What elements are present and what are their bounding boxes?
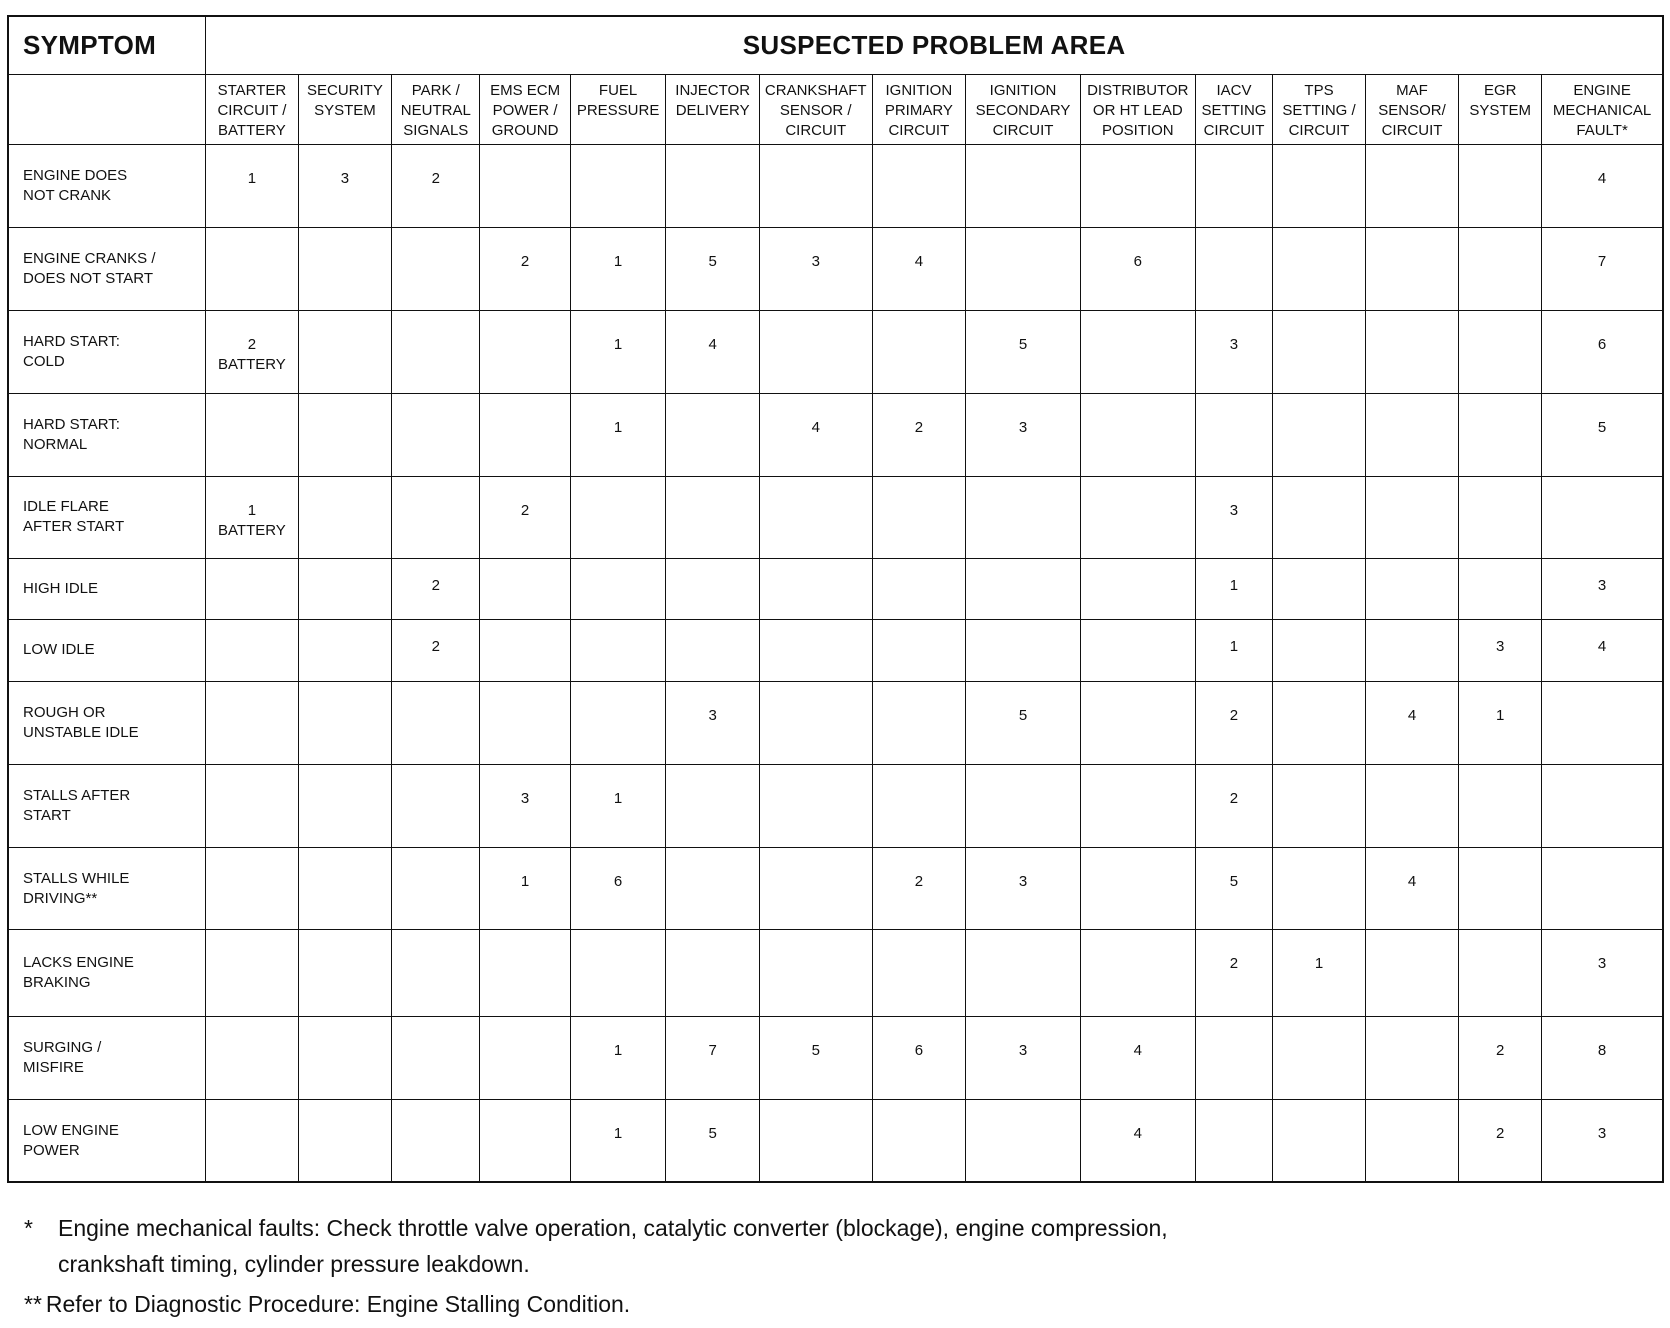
priority-cell: 1 xyxy=(570,394,666,476)
column-header: CRANKSHAFT SENSOR / CIRCUIT xyxy=(759,74,872,144)
priority-cell xyxy=(206,619,298,681)
priority-cell xyxy=(1273,227,1365,310)
priority-cell: 8 xyxy=(1542,1016,1663,1099)
priority-cell xyxy=(1273,848,1365,930)
priority-cell xyxy=(1365,1100,1459,1182)
symptom-cell: HARD START: NORMAL xyxy=(8,394,206,476)
priority-cell xyxy=(392,476,480,558)
priority-cell xyxy=(966,476,1081,558)
priority-cell xyxy=(570,619,666,681)
priority-cell xyxy=(1195,144,1273,227)
priority-cell xyxy=(1459,764,1542,847)
priority-cell: 5 xyxy=(966,681,1081,764)
priority-cell xyxy=(206,1016,298,1099)
footnotes xyxy=(24,1210,1624,1326)
column-header: INJECTOR DELIVERY xyxy=(666,74,760,144)
priority-cell: 5 xyxy=(666,1100,760,1182)
priority-cell xyxy=(206,764,298,847)
priority-cell: 6 xyxy=(570,848,666,930)
priority-cell: 4 xyxy=(759,394,872,476)
column-header: PARK / NEUTRAL SIGNALS xyxy=(392,74,480,144)
priority-cell xyxy=(759,930,872,1017)
priority-cell xyxy=(666,930,760,1017)
priority-cell xyxy=(1080,619,1195,681)
priority-cell xyxy=(1365,764,1459,847)
table-row xyxy=(8,930,1663,1017)
symptom-cell: LOW ENGINE POWER xyxy=(8,1100,206,1182)
symptom-cell: HARD START: COLD xyxy=(8,311,206,394)
table-row xyxy=(8,1016,1663,1099)
priority-cell: 7 xyxy=(1542,227,1663,310)
priority-cell xyxy=(872,930,966,1017)
priority-cell: 6 xyxy=(1080,227,1195,310)
priority-cell xyxy=(666,476,760,558)
priority-cell: 1 xyxy=(570,227,666,310)
priority-cell xyxy=(966,1100,1081,1182)
priority-cell xyxy=(298,930,392,1017)
priority-cell xyxy=(480,144,570,227)
priority-cell: 1 xyxy=(1195,619,1273,681)
table-row xyxy=(8,144,1663,227)
footnote-mechanical xyxy=(24,1210,1624,1282)
priority-cell: 3 xyxy=(1195,311,1273,394)
priority-cell xyxy=(872,144,966,227)
footnote-stalling xyxy=(24,1286,1624,1322)
priority-cell xyxy=(966,227,1081,310)
priority-cell xyxy=(392,1100,480,1182)
priority-cell xyxy=(1080,930,1195,1017)
priority-cell xyxy=(1273,764,1365,847)
priority-cell xyxy=(1459,558,1542,619)
priority-cell: 7 xyxy=(666,1016,760,1099)
priority-cell xyxy=(666,144,760,227)
priority-cell xyxy=(1459,144,1542,227)
priority-cell xyxy=(1542,764,1663,847)
priority-cell xyxy=(298,558,392,619)
priority-cell: 1 xyxy=(570,764,666,847)
table-row xyxy=(8,848,1663,930)
priority-cell xyxy=(759,311,872,394)
priority-cell: 1 xyxy=(480,848,570,930)
priority-cell xyxy=(872,1100,966,1182)
priority-cell: 5 xyxy=(1542,394,1663,476)
priority-cell xyxy=(666,764,760,847)
table-row xyxy=(8,764,1663,847)
column-header: IGNITION PRIMARY CIRCUIT xyxy=(872,74,966,144)
priority-cell xyxy=(392,227,480,310)
priority-cell xyxy=(1273,476,1365,558)
priority-cell xyxy=(759,619,872,681)
priority-cell xyxy=(1195,227,1273,310)
priority-cell xyxy=(1273,311,1365,394)
priority-cell xyxy=(480,311,570,394)
priority-cell xyxy=(480,1100,570,1182)
problem-area-header: SUSPECTED PROBLEM AREA xyxy=(206,16,1663,74)
priority-cell xyxy=(1459,476,1542,558)
table-row xyxy=(8,311,1663,394)
priority-cell xyxy=(1080,476,1195,558)
priority-cell xyxy=(206,558,298,619)
priority-cell xyxy=(1273,1100,1365,1182)
priority-cell xyxy=(872,619,966,681)
column-header: EMS ECM POWER / GROUND xyxy=(480,74,570,144)
priority-cell: 1 xyxy=(570,1100,666,1182)
priority-cell xyxy=(570,681,666,764)
priority-cell: 3 xyxy=(966,394,1081,476)
column-header: STARTER CIRCUIT / BATTERY xyxy=(206,74,298,144)
column-header: EGR SYSTEM xyxy=(1459,74,1542,144)
priority-cell: 3 xyxy=(1459,619,1542,681)
priority-cell xyxy=(480,1016,570,1099)
priority-cell: 4 xyxy=(872,227,966,310)
priority-cell xyxy=(392,930,480,1017)
diagnostic-table xyxy=(7,15,1664,1183)
priority-cell xyxy=(966,558,1081,619)
priority-cell xyxy=(1273,681,1365,764)
column-header: ENGINE MECHANICAL FAULT* xyxy=(1542,74,1663,144)
priority-cell xyxy=(759,476,872,558)
priority-cell: 2 xyxy=(1459,1100,1542,1182)
priority-cell xyxy=(1542,476,1663,558)
priority-cell xyxy=(1365,619,1459,681)
priority-cell xyxy=(206,227,298,310)
priority-cell xyxy=(392,311,480,394)
priority-cell: 4 xyxy=(1542,144,1663,227)
priority-cell xyxy=(392,764,480,847)
priority-cell xyxy=(1459,227,1542,310)
priority-cell xyxy=(298,1016,392,1099)
priority-cell xyxy=(872,476,966,558)
priority-cell: 3 xyxy=(1542,558,1663,619)
priority-cell: 3 xyxy=(966,848,1081,930)
priority-cell xyxy=(1542,848,1663,930)
priority-cell xyxy=(966,619,1081,681)
priority-cell xyxy=(206,848,298,930)
blank-header-cell xyxy=(8,74,206,144)
column-header: DISTRIBUTOR OR HT LEAD POSITION xyxy=(1080,74,1195,144)
table-row xyxy=(8,681,1663,764)
priority-cell xyxy=(1273,394,1365,476)
priority-cell: 6 xyxy=(872,1016,966,1099)
priority-cell xyxy=(1365,558,1459,619)
table-row xyxy=(8,476,1663,558)
symptom-cell: ENGINE CRANKS / DOES NOT START xyxy=(8,227,206,310)
priority-cell xyxy=(1459,394,1542,476)
priority-cell: 2 xyxy=(392,144,480,227)
priority-cell xyxy=(872,764,966,847)
priority-cell xyxy=(1542,681,1663,764)
priority-cell: 2 xyxy=(1195,681,1273,764)
priority-cell: 3 xyxy=(1195,476,1273,558)
priority-cell: 3 xyxy=(666,681,760,764)
priority-cell: 1 BATTERY xyxy=(206,476,298,558)
column-header: TPS SETTING / CIRCUIT xyxy=(1273,74,1365,144)
priority-cell xyxy=(1080,144,1195,227)
priority-cell xyxy=(1195,1100,1273,1182)
priority-cell: 2 xyxy=(480,476,570,558)
priority-cell xyxy=(1080,764,1195,847)
priority-cell xyxy=(570,476,666,558)
priority-cell xyxy=(1365,144,1459,227)
priority-cell: 2 xyxy=(872,848,966,930)
priority-cell: 2 xyxy=(1459,1016,1542,1099)
priority-cell xyxy=(570,930,666,1017)
priority-cell xyxy=(392,681,480,764)
priority-cell xyxy=(480,558,570,619)
priority-cell: 4 xyxy=(1542,619,1663,681)
priority-cell: 3 xyxy=(298,144,392,227)
priority-cell: 4 xyxy=(666,311,760,394)
priority-cell xyxy=(1365,227,1459,310)
priority-cell xyxy=(1273,619,1365,681)
priority-cell: 1 xyxy=(206,144,298,227)
priority-cell xyxy=(298,1100,392,1182)
table-row xyxy=(8,1100,1663,1182)
priority-cell xyxy=(1080,558,1195,619)
priority-cell xyxy=(392,394,480,476)
priority-cell xyxy=(666,394,760,476)
priority-cell xyxy=(1365,476,1459,558)
priority-cell xyxy=(1080,848,1195,930)
priority-cell xyxy=(759,558,872,619)
column-header: IACV SETTING CIRCUIT xyxy=(1195,74,1273,144)
priority-cell xyxy=(1273,558,1365,619)
symptom-header: SYMPTOM xyxy=(8,16,206,74)
symptom-cell: IDLE FLARE AFTER START xyxy=(8,476,206,558)
table-row xyxy=(8,394,1663,476)
priority-cell xyxy=(570,144,666,227)
priority-cell xyxy=(570,558,666,619)
priority-cell xyxy=(1365,394,1459,476)
priority-cell xyxy=(392,848,480,930)
priority-cell xyxy=(206,394,298,476)
priority-cell xyxy=(480,619,570,681)
priority-cell xyxy=(206,1100,298,1182)
column-header: IGNITION SECONDARY CIRCUIT xyxy=(966,74,1081,144)
priority-cell: 2 xyxy=(480,227,570,310)
priority-cell: 5 xyxy=(666,227,760,310)
column-header: MAF SENSOR/ CIRCUIT xyxy=(1365,74,1459,144)
priority-cell xyxy=(872,681,966,764)
symptom-cell: ENGINE DOES NOT CRANK xyxy=(8,144,206,227)
priority-cell: 4 xyxy=(1365,681,1459,764)
table-body xyxy=(8,144,1663,1182)
priority-cell xyxy=(966,144,1081,227)
priority-cell xyxy=(759,764,872,847)
symptom-cell: HIGH IDLE xyxy=(8,558,206,619)
priority-cell xyxy=(1080,311,1195,394)
priority-cell: 3 xyxy=(966,1016,1081,1099)
priority-cell: 6 xyxy=(1542,311,1663,394)
priority-cell xyxy=(298,311,392,394)
priority-cell xyxy=(872,311,966,394)
priority-cell: 1 xyxy=(1273,930,1365,1017)
table-row xyxy=(8,619,1663,681)
priority-cell: 2 xyxy=(1195,930,1273,1017)
priority-cell xyxy=(206,681,298,764)
priority-cell xyxy=(392,1016,480,1099)
priority-cell: 1 xyxy=(570,1016,666,1099)
symptom-cell: ROUGH OR UNSTABLE IDLE xyxy=(8,681,206,764)
priority-cell xyxy=(1195,1016,1273,1099)
priority-cell xyxy=(298,764,392,847)
priority-cell: 2 xyxy=(872,394,966,476)
priority-cell: 1 xyxy=(1459,681,1542,764)
priority-cell xyxy=(1365,930,1459,1017)
priority-cell xyxy=(480,394,570,476)
priority-cell: 5 xyxy=(1195,848,1273,930)
priority-cell xyxy=(872,558,966,619)
priority-cell xyxy=(1365,311,1459,394)
priority-cell xyxy=(480,681,570,764)
priority-cell xyxy=(298,848,392,930)
priority-cell: 3 xyxy=(480,764,570,847)
priority-cell xyxy=(759,144,872,227)
priority-cell xyxy=(1459,848,1542,930)
priority-cell xyxy=(966,930,1081,1017)
priority-cell xyxy=(480,930,570,1017)
priority-cell xyxy=(1195,394,1273,476)
priority-cell xyxy=(666,848,760,930)
priority-cell: 1 xyxy=(570,311,666,394)
priority-cell xyxy=(666,619,760,681)
priority-cell xyxy=(298,394,392,476)
priority-cell: 2 xyxy=(1195,764,1273,847)
priority-cell xyxy=(298,476,392,558)
priority-cell: 3 xyxy=(759,227,872,310)
priority-cell xyxy=(1273,144,1365,227)
priority-cell xyxy=(298,227,392,310)
priority-cell xyxy=(298,681,392,764)
priority-cell xyxy=(1365,1016,1459,1099)
column-header-row xyxy=(8,74,1663,144)
priority-cell: 3 xyxy=(1542,1100,1663,1182)
footnote-text: Refer to Diagnostic Procedure: Engine Stalling Condition. xyxy=(45,1291,631,1317)
priority-cell: 4 xyxy=(1080,1100,1195,1182)
priority-cell: 3 xyxy=(1542,930,1663,1017)
priority-cell xyxy=(298,619,392,681)
priority-cell xyxy=(1080,394,1195,476)
column-header: FUEL PRESSURE xyxy=(570,74,666,144)
symptom-cell: LOW IDLE xyxy=(8,619,206,681)
table-row xyxy=(8,227,1663,310)
priority-cell: 2 BATTERY xyxy=(206,311,298,394)
footnote-mark: * xyxy=(24,1215,33,1241)
footnote-mark: ** xyxy=(24,1291,42,1317)
symptom-cell: SURGING / MISFIRE xyxy=(8,1016,206,1099)
column-header: SECURITY SYSTEM xyxy=(298,74,392,144)
priority-cell: 1 xyxy=(1195,558,1273,619)
priority-cell xyxy=(759,848,872,930)
priority-cell xyxy=(1459,930,1542,1017)
symptom-cell: LACKS ENGINE BRAKING xyxy=(8,930,206,1017)
symptom-cell: STALLS AFTER START xyxy=(8,764,206,847)
priority-cell xyxy=(1080,681,1195,764)
priority-cell xyxy=(666,558,760,619)
priority-cell xyxy=(206,930,298,1017)
priority-cell: 4 xyxy=(1365,848,1459,930)
priority-cell xyxy=(1273,1016,1365,1099)
priority-cell xyxy=(966,764,1081,847)
priority-cell xyxy=(759,681,872,764)
footnote-text: Engine mechanical faults: Check throttle valve operation, catalytic converter (blockage), engine compression, crankshaft timing, cylinder pressure leakdown. xyxy=(58,1215,1168,1277)
priority-cell: 5 xyxy=(966,311,1081,394)
priority-cell: 2 xyxy=(392,558,480,619)
priority-cell: 2 xyxy=(392,619,480,681)
symptom-cell: STALLS WHILE DRIVING** xyxy=(8,848,206,930)
table-row xyxy=(8,558,1663,619)
priority-cell xyxy=(1459,311,1542,394)
priority-cell xyxy=(759,1100,872,1182)
priority-cell: 4 xyxy=(1080,1016,1195,1099)
priority-cell: 5 xyxy=(759,1016,872,1099)
